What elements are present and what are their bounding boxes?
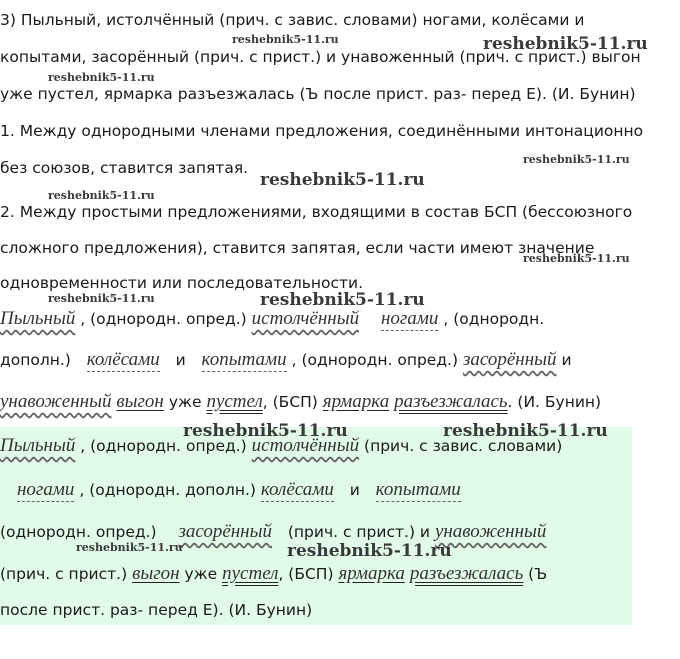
watermark: reshebnik5-11.ru bbox=[260, 170, 425, 190]
watermark: reshebnik5-11.ru bbox=[443, 421, 608, 441]
watermark: reshebnik5-11.ru bbox=[523, 252, 630, 265]
parse-word: засорённый bbox=[178, 521, 272, 542]
parse-word: Пыльный bbox=[0, 308, 76, 329]
parse-word: унавоженный bbox=[434, 521, 547, 542]
rule-line-3: 2. Между простыми предложениями, входящими в состав БСП (бессоюзного bbox=[0, 203, 633, 221]
sentence-line-1: 3) Пыльный, истолчённый (прич. с завис. словами) ногами, колёсами и bbox=[0, 11, 585, 29]
parse-word: пустел bbox=[222, 563, 279, 584]
rule-line-4: сложного предложения), ставится запятая, если части имеют значение bbox=[0, 239, 595, 257]
parse-word: пустел bbox=[206, 391, 263, 412]
parse-word: ногами bbox=[380, 308, 439, 329]
parse-word: выгон bbox=[116, 391, 164, 412]
parse-word: ярмарка bbox=[322, 391, 390, 412]
parse-note: . (И. Бунин) bbox=[507, 393, 602, 411]
parse-note: (прич. с завис. словами) bbox=[364, 437, 563, 455]
parse-word: унавоженный bbox=[0, 391, 112, 412]
parse-word: истолчённый bbox=[251, 435, 360, 456]
parse-note: уже bbox=[168, 393, 202, 411]
sentence-line-2: копытами, засорённый (прич. с прист.) и унавоженный (прич. с прист.) выгон bbox=[0, 48, 641, 66]
parse1-line-3 bbox=[0, 392, 601, 412]
parse-word: ногами bbox=[16, 479, 75, 500]
parse-word: истолчённый bbox=[251, 308, 360, 329]
rule-line-1: 1. Между однородными членами предложения, соединёнными интонационно bbox=[0, 122, 644, 140]
watermark: reshebnik5-11.ru bbox=[232, 33, 339, 46]
watermark: reshebnik5-11.ru bbox=[260, 290, 425, 310]
watermark: reshebnik5-11.ru bbox=[48, 292, 155, 305]
rule-line-5: одновременности или последовательности. bbox=[0, 274, 364, 292]
parse2-line-3 bbox=[0, 522, 546, 542]
watermark: reshebnik5-11.ru bbox=[183, 421, 348, 441]
parse2-line-5: после прист. раз- перед Е). (И. Бунин) bbox=[0, 601, 313, 619]
parse-word: копытами bbox=[201, 349, 287, 370]
watermark: reshebnik5-11.ru bbox=[76, 541, 183, 554]
parse-note: , (однородн. опред.) bbox=[80, 437, 247, 455]
parse-note: дополн.) bbox=[0, 351, 71, 369]
parse-note: и bbox=[349, 481, 360, 499]
parse-note: , (однородн. дополн.) bbox=[79, 481, 256, 499]
parse-note: (прич. с прист.) и bbox=[287, 523, 430, 541]
watermark: reshebnik5-11.ru bbox=[287, 541, 452, 561]
parse-word: колёсами bbox=[260, 479, 334, 500]
parse-word: ярмарка bbox=[338, 563, 405, 584]
parse2-line-4 bbox=[0, 564, 547, 584]
watermark: reshebnik5-11.ru bbox=[483, 34, 648, 54]
parse-note: , (однородн. опред.) bbox=[291, 351, 459, 369]
parse-note: и bbox=[175, 351, 186, 369]
watermark: reshebnik5-11.ru bbox=[48, 189, 155, 202]
parse-note: и bbox=[561, 351, 572, 369]
watermark: reshebnik5-11.ru bbox=[523, 153, 630, 166]
parse-word: разъезжалась bbox=[409, 563, 524, 584]
parse-note: (Ъ bbox=[528, 565, 548, 583]
parse-note: уже bbox=[184, 565, 218, 583]
parse-note: , (БСП) bbox=[278, 565, 334, 583]
watermark: reshebnik5-11.ru bbox=[48, 71, 155, 84]
parse-word: Пыльный bbox=[0, 435, 76, 456]
parse-note: (однородн. опред.) bbox=[0, 523, 157, 541]
parse-word: засорённый bbox=[462, 349, 557, 370]
parse-note: (прич. с прист.) bbox=[0, 565, 128, 583]
parse-word: копытами bbox=[375, 479, 461, 500]
parse1-line-2 bbox=[0, 350, 572, 370]
parse-note: , (БСП) bbox=[262, 393, 318, 411]
parse-note: , (однородн. bbox=[443, 310, 545, 328]
rule-line-2: без союзов, ставится запятая. bbox=[0, 159, 249, 177]
parse2-line-2 bbox=[0, 480, 461, 500]
sentence-line-3: уже пустел, ярмарка разъезжалась (Ъ после прист. раз- перед Е). (И. Бунин) bbox=[0, 85, 636, 103]
parse-word: выгон bbox=[132, 563, 180, 584]
parse-word: разъезжалась bbox=[394, 391, 508, 412]
parse1-line-1 bbox=[0, 309, 544, 329]
parse-note: , (однородн. опред.) bbox=[80, 310, 247, 328]
parse-word: колёсами bbox=[86, 349, 160, 370]
